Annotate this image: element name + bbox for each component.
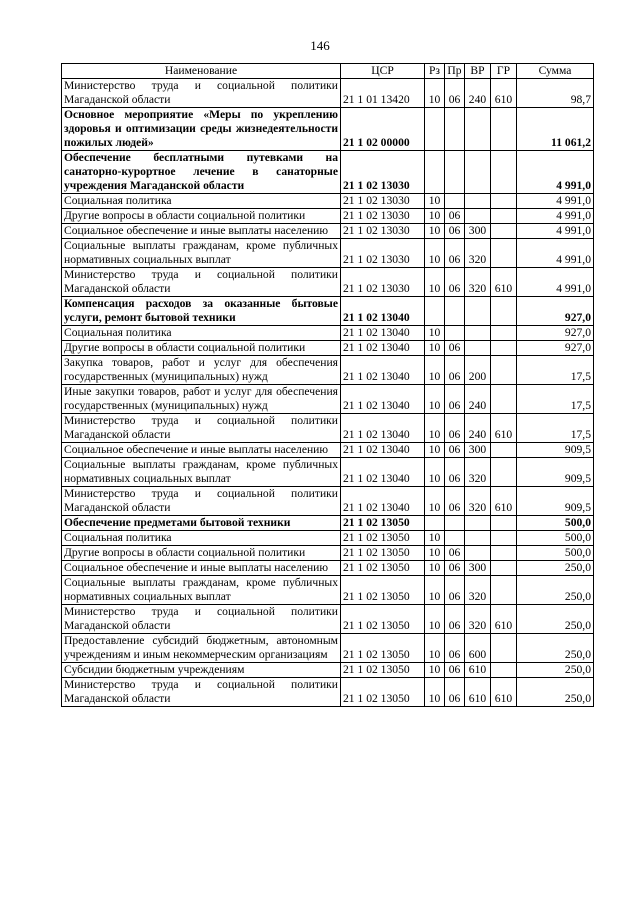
cell-vr bbox=[465, 546, 491, 561]
cell-gr bbox=[491, 385, 517, 414]
cell-pr: 06 bbox=[445, 561, 465, 576]
table-row bbox=[62, 561, 594, 576]
cell-vr: 610 bbox=[465, 663, 491, 678]
cell-vr bbox=[465, 297, 491, 326]
cell-sum: 4 991,0 bbox=[517, 209, 594, 224]
cell-pr: 06 bbox=[445, 341, 465, 356]
cell-pr bbox=[445, 151, 465, 194]
cell-gr: 610 bbox=[491, 414, 517, 443]
cell-name: Обеспечение бесплатными путевками на санаторно-курортное лечение в санаторные учреждения Магаданской области bbox=[62, 151, 341, 194]
cell-name: Другие вопросы в области социальной политики bbox=[62, 209, 341, 224]
cell-rz bbox=[425, 516, 445, 531]
cell-sum: 17,5 bbox=[517, 385, 594, 414]
cell-name: Социальные выплаты гражданам, кроме публичных нормативных социальных выплат bbox=[62, 458, 341, 487]
cell-pr: 06 bbox=[445, 356, 465, 385]
cell-name: Министерство труда и социальной политики Магаданской области bbox=[62, 414, 341, 443]
cell-name: Социальное обеспечение и иные выплаты населению bbox=[62, 443, 341, 458]
cell-gr bbox=[491, 151, 517, 194]
cell-sum: 927,0 bbox=[517, 341, 594, 356]
cell-name: Социальная политика bbox=[62, 326, 341, 341]
cell-name: Министерство труда и социальной политики Магаданской области bbox=[62, 678, 341, 707]
cell-sum: 909,5 bbox=[517, 487, 594, 516]
cell-sum: 909,5 bbox=[517, 458, 594, 487]
cell-rz: 10 bbox=[425, 326, 445, 341]
cell-gr bbox=[491, 108, 517, 151]
cell-sum: 250,0 bbox=[517, 605, 594, 634]
cell-pr: 06 bbox=[445, 663, 465, 678]
cell-csr: 21 1 02 13050 bbox=[341, 546, 425, 561]
cell-rz: 10 bbox=[425, 268, 445, 297]
cell-vr: 240 bbox=[465, 414, 491, 443]
cell-rz: 10 bbox=[425, 531, 445, 546]
table-row bbox=[62, 443, 594, 458]
cell-gr bbox=[491, 663, 517, 678]
table-row bbox=[62, 531, 594, 546]
cell-vr: 600 bbox=[465, 634, 491, 663]
cell-gr bbox=[491, 576, 517, 605]
cell-vr bbox=[465, 209, 491, 224]
cell-pr: 06 bbox=[445, 678, 465, 707]
cell-vr: 300 bbox=[465, 443, 491, 458]
cell-csr: 21 1 02 13040 bbox=[341, 341, 425, 356]
cell-pr bbox=[445, 516, 465, 531]
cell-rz: 10 bbox=[425, 458, 445, 487]
cell-sum: 4 991,0 bbox=[517, 194, 594, 209]
cell-sum: 17,5 bbox=[517, 356, 594, 385]
table-row bbox=[62, 516, 594, 531]
cell-csr: 21 1 02 13030 bbox=[341, 209, 425, 224]
header-rz: Рз bbox=[425, 64, 445, 79]
cell-sum: 4 991,0 bbox=[517, 224, 594, 239]
cell-name: Социальная политика bbox=[62, 194, 341, 209]
cell-gr bbox=[491, 634, 517, 663]
table-row bbox=[62, 268, 594, 297]
header-vr: ВР bbox=[465, 64, 491, 79]
cell-pr: 06 bbox=[445, 487, 465, 516]
cell-rz: 10 bbox=[425, 663, 445, 678]
table-row bbox=[62, 458, 594, 487]
cell-csr: 21 1 02 13040 bbox=[341, 356, 425, 385]
cell-pr: 06 bbox=[445, 79, 465, 108]
cell-vr bbox=[465, 516, 491, 531]
cell-gr bbox=[491, 561, 517, 576]
cell-rz: 10 bbox=[425, 79, 445, 108]
cell-rz: 10 bbox=[425, 546, 445, 561]
cell-gr bbox=[491, 297, 517, 326]
cell-pr: 06 bbox=[445, 239, 465, 268]
cell-csr: 21 1 02 13040 bbox=[341, 297, 425, 326]
cell-rz: 10 bbox=[425, 487, 445, 516]
cell-name: Предоставление субсидий бюджетным, автономным учреждениям и иным некоммерческим организациям bbox=[62, 634, 341, 663]
table-row bbox=[62, 385, 594, 414]
cell-pr: 06 bbox=[445, 546, 465, 561]
cell-csr: 21 1 02 13050 bbox=[341, 634, 425, 663]
cell-name: Министерство труда и социальной политики Магаданской области bbox=[62, 79, 341, 108]
cell-gr: 610 bbox=[491, 268, 517, 297]
cell-sum: 4 991,0 bbox=[517, 239, 594, 268]
cell-sum: 250,0 bbox=[517, 561, 594, 576]
cell-rz: 10 bbox=[425, 678, 445, 707]
cell-csr: 21 1 02 13030 bbox=[341, 224, 425, 239]
cell-csr: 21 1 02 00000 bbox=[341, 108, 425, 151]
cell-vr: 320 bbox=[465, 576, 491, 605]
table-row bbox=[62, 151, 594, 194]
cell-rz: 10 bbox=[425, 209, 445, 224]
cell-csr: 21 1 02 13030 bbox=[341, 239, 425, 268]
table-row bbox=[62, 678, 594, 707]
cell-rz: 10 bbox=[425, 576, 445, 605]
cell-gr bbox=[491, 341, 517, 356]
cell-sum: 909,5 bbox=[517, 443, 594, 458]
budget-table bbox=[61, 63, 594, 707]
cell-name: Компенсация расходов за оказанные бытовые услуги, ремонт бытовой техники bbox=[62, 297, 341, 326]
header-gr: ГР bbox=[491, 64, 517, 79]
cell-csr: 21 1 02 13050 bbox=[341, 531, 425, 546]
cell-gr: 610 bbox=[491, 487, 517, 516]
table-header-row bbox=[62, 64, 594, 79]
table-row bbox=[62, 297, 594, 326]
table-row bbox=[62, 546, 594, 561]
cell-pr: 06 bbox=[445, 634, 465, 663]
cell-vr: 610 bbox=[465, 678, 491, 707]
cell-csr: 21 1 02 13050 bbox=[341, 663, 425, 678]
cell-rz: 10 bbox=[425, 385, 445, 414]
cell-vr bbox=[465, 108, 491, 151]
table-row bbox=[62, 209, 594, 224]
cell-vr bbox=[465, 326, 491, 341]
header-csr: ЦСР bbox=[341, 64, 425, 79]
cell-name: Социальное обеспечение и иные выплаты населению bbox=[62, 561, 341, 576]
cell-name: Основное мероприятие «Меры по укреплению здоровья и оптимизации среды жизнедеятельности пожилых людей» bbox=[62, 108, 341, 151]
page-number: 146 bbox=[310, 38, 330, 53]
cell-name: Социальное обеспечение и иные выплаты населению bbox=[62, 224, 341, 239]
cell-vr: 320 bbox=[465, 605, 491, 634]
cell-name: Министерство труда и социальной политики Магаданской области bbox=[62, 268, 341, 297]
cell-rz: 10 bbox=[425, 634, 445, 663]
cell-gr bbox=[491, 356, 517, 385]
cell-gr bbox=[491, 458, 517, 487]
cell-name: Министерство труда и социальной политики Магаданской области bbox=[62, 605, 341, 634]
cell-pr bbox=[445, 326, 465, 341]
cell-rz: 10 bbox=[425, 356, 445, 385]
cell-rz: 10 bbox=[425, 414, 445, 443]
cell-pr: 06 bbox=[445, 385, 465, 414]
cell-sum: 250,0 bbox=[517, 634, 594, 663]
cell-pr: 06 bbox=[445, 224, 465, 239]
table-body bbox=[62, 79, 594, 707]
cell-sum: 500,0 bbox=[517, 516, 594, 531]
cell-vr bbox=[465, 194, 491, 209]
cell-name: Иные закупки товаров, работ и услуг для обеспечения государственных (муниципальных) нужд bbox=[62, 385, 341, 414]
cell-rz: 10 bbox=[425, 194, 445, 209]
cell-sum: 927,0 bbox=[517, 326, 594, 341]
cell-rz bbox=[425, 151, 445, 194]
header-pr: Пр bbox=[445, 64, 465, 79]
cell-csr: 21 1 02 13050 bbox=[341, 576, 425, 605]
cell-sum: 250,0 bbox=[517, 678, 594, 707]
header-name: Наименование bbox=[62, 64, 341, 79]
cell-rz: 10 bbox=[425, 239, 445, 268]
cell-name: Субсидии бюджетным учреждениям bbox=[62, 663, 341, 678]
cell-vr bbox=[465, 341, 491, 356]
cell-name: Обеспечение предметами бытовой техники bbox=[62, 516, 341, 531]
cell-vr: 240 bbox=[465, 385, 491, 414]
table-row bbox=[62, 356, 594, 385]
header-sum: Сумма bbox=[517, 64, 594, 79]
cell-csr: 21 1 02 13040 bbox=[341, 385, 425, 414]
cell-vr: 300 bbox=[465, 561, 491, 576]
cell-rz: 10 bbox=[425, 561, 445, 576]
cell-gr bbox=[491, 209, 517, 224]
cell-rz: 10 bbox=[425, 605, 445, 634]
cell-pr bbox=[445, 297, 465, 326]
table-row bbox=[62, 79, 594, 108]
cell-csr: 21 1 02 13030 bbox=[341, 151, 425, 194]
cell-vr: 200 bbox=[465, 356, 491, 385]
cell-sum: 500,0 bbox=[517, 531, 594, 546]
cell-name: Социальные выплаты гражданам, кроме публичных нормативных социальных выплат bbox=[62, 239, 341, 268]
cell-gr bbox=[491, 224, 517, 239]
cell-csr: 21 1 01 13420 bbox=[341, 79, 425, 108]
cell-sum: 98,7 bbox=[517, 79, 594, 108]
table-row bbox=[62, 341, 594, 356]
cell-name: Другие вопросы в области социальной политики bbox=[62, 546, 341, 561]
cell-vr: 320 bbox=[465, 239, 491, 268]
cell-gr bbox=[491, 531, 517, 546]
cell-vr: 240 bbox=[465, 79, 491, 108]
table-row bbox=[62, 487, 594, 516]
table-row bbox=[62, 108, 594, 151]
cell-pr: 06 bbox=[445, 443, 465, 458]
cell-gr bbox=[491, 326, 517, 341]
cell-sum: 17,5 bbox=[517, 414, 594, 443]
cell-name: Социальные выплаты гражданам, кроме публичных нормативных социальных выплат bbox=[62, 576, 341, 605]
cell-sum: 11 061,2 bbox=[517, 108, 594, 151]
cell-gr: 610 bbox=[491, 678, 517, 707]
cell-vr bbox=[465, 531, 491, 546]
cell-vr: 300 bbox=[465, 224, 491, 239]
cell-pr bbox=[445, 194, 465, 209]
cell-csr: 21 1 02 13050 bbox=[341, 605, 425, 634]
cell-vr: 320 bbox=[465, 268, 491, 297]
table-row bbox=[62, 663, 594, 678]
table-row bbox=[62, 194, 594, 209]
cell-pr: 06 bbox=[445, 458, 465, 487]
cell-pr: 06 bbox=[445, 576, 465, 605]
cell-name: Министерство труда и социальной политики Магаданской области bbox=[62, 487, 341, 516]
cell-csr: 21 1 02 13050 bbox=[341, 561, 425, 576]
cell-pr bbox=[445, 108, 465, 151]
table-row bbox=[62, 414, 594, 443]
table-row bbox=[62, 239, 594, 268]
cell-csr: 21 1 02 13030 bbox=[341, 194, 425, 209]
cell-csr: 21 1 02 13050 bbox=[341, 516, 425, 531]
cell-rz bbox=[425, 297, 445, 326]
table-row bbox=[62, 605, 594, 634]
cell-vr bbox=[465, 151, 491, 194]
cell-gr bbox=[491, 239, 517, 268]
cell-sum: 4 991,0 bbox=[517, 268, 594, 297]
table-row bbox=[62, 634, 594, 663]
cell-csr: 21 1 02 13030 bbox=[341, 268, 425, 297]
cell-pr: 06 bbox=[445, 414, 465, 443]
cell-gr: 610 bbox=[491, 79, 517, 108]
cell-csr: 21 1 02 13050 bbox=[341, 678, 425, 707]
cell-pr: 06 bbox=[445, 268, 465, 297]
cell-sum: 4 991,0 bbox=[517, 151, 594, 194]
cell-pr bbox=[445, 531, 465, 546]
cell-vr: 320 bbox=[465, 458, 491, 487]
cell-sum: 250,0 bbox=[517, 663, 594, 678]
cell-sum: 927,0 bbox=[517, 297, 594, 326]
table-row bbox=[62, 326, 594, 341]
cell-gr bbox=[491, 194, 517, 209]
cell-rz bbox=[425, 108, 445, 151]
cell-gr bbox=[491, 516, 517, 531]
cell-vr: 320 bbox=[465, 487, 491, 516]
cell-pr: 06 bbox=[445, 209, 465, 224]
cell-name: Другие вопросы в области социальной политики bbox=[62, 341, 341, 356]
cell-name: Закупка товаров, работ и услуг для обеспечения государственных (муниципальных) нужд bbox=[62, 356, 341, 385]
cell-csr: 21 1 02 13040 bbox=[341, 414, 425, 443]
table-row bbox=[62, 576, 594, 605]
cell-pr: 06 bbox=[445, 605, 465, 634]
cell-rz: 10 bbox=[425, 443, 445, 458]
cell-csr: 21 1 02 13040 bbox=[341, 326, 425, 341]
cell-sum: 250,0 bbox=[517, 576, 594, 605]
cell-csr: 21 1 02 13040 bbox=[341, 487, 425, 516]
cell-rz: 10 bbox=[425, 224, 445, 239]
cell-csr: 21 1 02 13040 bbox=[341, 458, 425, 487]
cell-name: Социальная политика bbox=[62, 531, 341, 546]
cell-sum: 500,0 bbox=[517, 546, 594, 561]
cell-csr: 21 1 02 13040 bbox=[341, 443, 425, 458]
cell-gr: 610 bbox=[491, 605, 517, 634]
cell-rz: 10 bbox=[425, 341, 445, 356]
table-row bbox=[62, 224, 594, 239]
cell-gr bbox=[491, 546, 517, 561]
cell-gr bbox=[491, 443, 517, 458]
